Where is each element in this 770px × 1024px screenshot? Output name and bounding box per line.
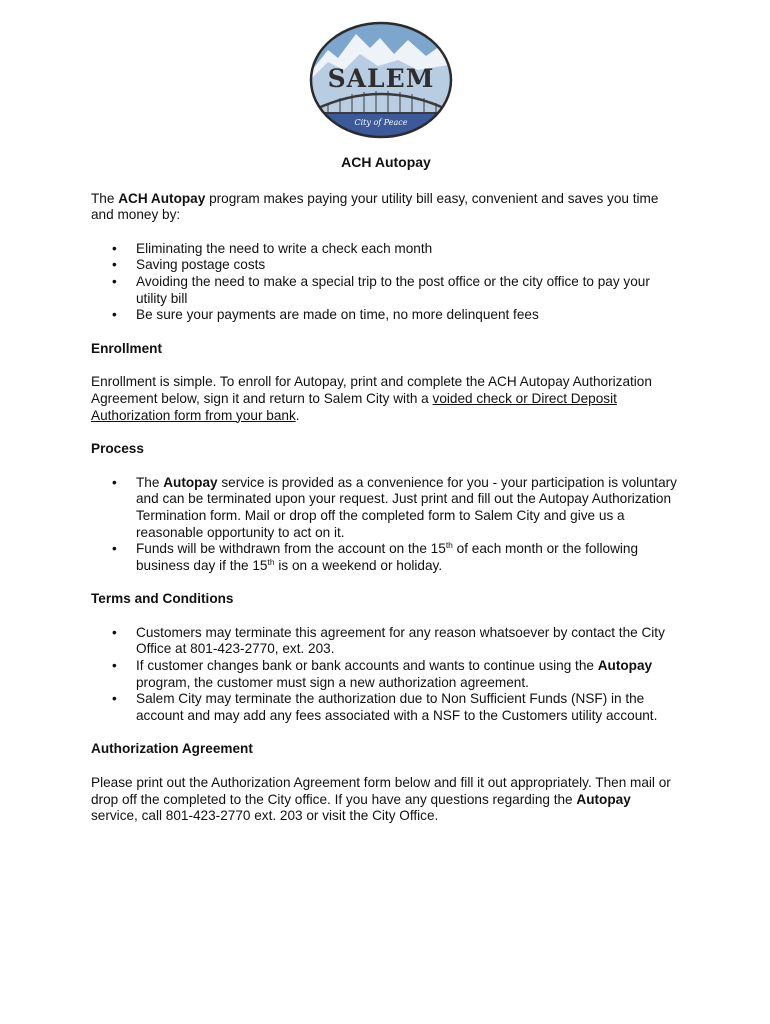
intro-paragraph (91, 191, 681, 224)
list-item: • Salem City may terminate the authorization due to Non Sufficient Funds (NSF) in the account and may add any fees associated with a NSF to the Customers utility account. (136, 691, 681, 724)
terms-item2-bold: Autopay (597, 658, 653, 674)
process-item1-bold: Autopay (163, 474, 218, 490)
list-item: • Customers may terminate this agreement for any reason whatsoever by contact the City Office at 801-423-2770, ext. 203. (136, 625, 681, 658)
authorization-prefix: Please print out the Authorization Agreement form below and fill it out appropriately. Then mail or drop off the completed to the City office. If you have any questions regarding the (91, 775, 671, 807)
list-item (136, 658, 681, 691)
process-item2-part2: of each month or the following business day if the 15 (136, 541, 639, 573)
list-item: • Avoiding the need to make a special trip to the post office or the city office to pay your utility bill (136, 274, 681, 307)
terms-item2-prefix: If customer changes bank or bank accounts and wants to continue using the (136, 658, 598, 674)
intro-bold: ACH Autopay (118, 190, 206, 206)
process-list (91, 475, 681, 575)
ordinal-suffix: th (267, 556, 275, 567)
list-item (136, 475, 681, 541)
page-title: ACH Autopay (341, 154, 431, 170)
voided-check-link[interactable]: voided check or Direct Deposit Authorization form from your bank (91, 390, 617, 423)
list-item (136, 541, 681, 574)
enrollment-text: Enrollment is simple. To enroll for Autopay, print and complete the ACH Autopay Authorization Agreement below, sign it and return to Salem City with a (91, 374, 652, 406)
authorization-paragraph (91, 775, 681, 825)
authorization-suffix: service, call 801-423-2770 ext. 203 or visit the City Office. (91, 808, 439, 824)
benefits-list (91, 241, 681, 324)
process-item2-part3: is on a weekend or holiday. (274, 557, 443, 573)
logo-name: SALEM (327, 64, 435, 93)
authorization-bold: Autopay (576, 791, 631, 807)
terms-heading: Terms and Conditions (91, 591, 234, 607)
document-body (91, 150, 681, 825)
enrollment-heading: Enrollment (91, 340, 162, 356)
salem-city-logo (308, 20, 454, 140)
process-item1-suffix: service is provided as a convenience for you - your participation is voluntary and can be terminated upon your request. Just print and fill out the Autopay Authorization Termination form. Mail or drop off the completed form to Salem City and give us a reasonable opportunity to act on it. (136, 474, 677, 540)
intro-suffix: program makes paying your utility bill easy, convenient and saves you time and money by: (91, 190, 659, 223)
process-item2-part1: Funds will be withdrawn from the account on the 15 (136, 541, 446, 557)
process-item1-prefix: The (136, 474, 164, 490)
logo-tagline: City of Peace (354, 118, 408, 127)
list-item: • Be sure your payments are made on time, no more delinquent fees (136, 307, 681, 324)
intro-prefix: The (91, 190, 119, 206)
terms-list (91, 625, 681, 725)
process-heading: Process (91, 441, 144, 457)
list-item: • Saving postage costs (136, 257, 681, 274)
authorization-heading: Authorization Agreement (91, 741, 253, 757)
terms-item2-suffix: program, the customer must sign a new authorization agreement. (136, 674, 529, 690)
list-item: • Eliminating the need to write a check each month (136, 241, 681, 258)
enrollment-paragraph (91, 374, 681, 424)
enrollment-text-end: . (295, 407, 300, 423)
ordinal-suffix: th (445, 540, 453, 551)
